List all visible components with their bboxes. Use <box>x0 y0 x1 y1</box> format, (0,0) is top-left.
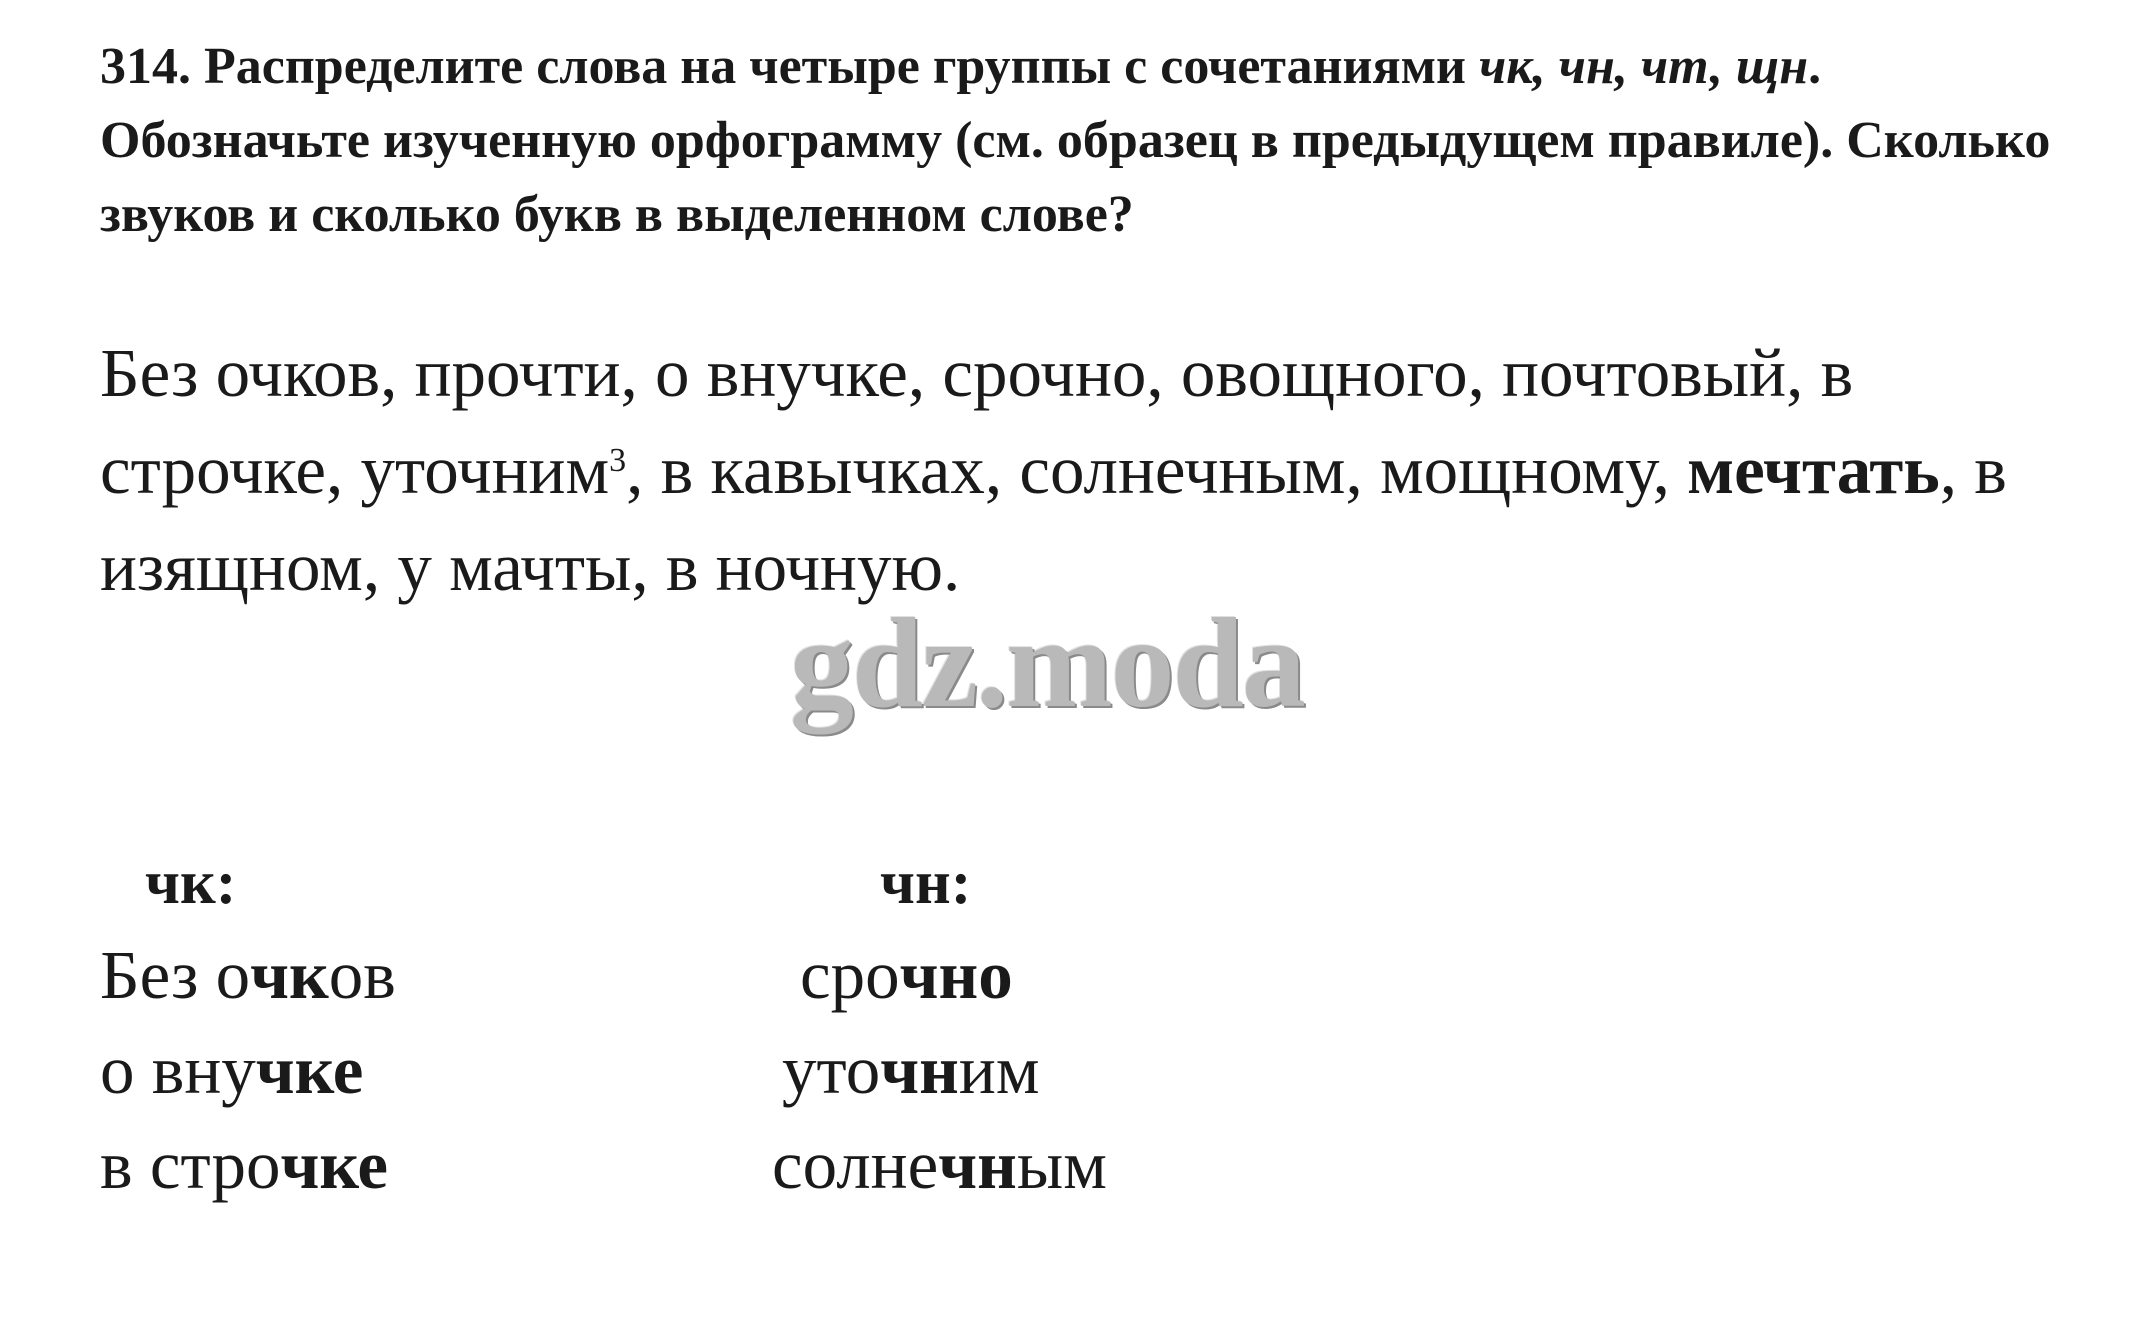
item-combo: чно <box>899 937 1013 1013</box>
item-combo: чн <box>880 1032 959 1108</box>
item-prefix: сро <box>800 937 900 1013</box>
task-combos-2: чт, щн <box>1640 38 1809 95</box>
group-chn-item <box>800 930 1013 1020</box>
item-combo: чн <box>938 1127 1017 1203</box>
item-suffix: ым <box>1016 1127 1107 1203</box>
group-header-chk: чк: <box>145 849 237 917</box>
group-header-chn: чн: <box>880 849 972 917</box>
task-combos-1: чк, чн, <box>1479 38 1628 95</box>
item-combo: чке <box>255 1032 364 1108</box>
task-text-part-2: . Обозначьте изученную орфограмму (см. образец в предыдущем правиле). Сколько звуков и сколько букв в выделенном слове? <box>100 38 2051 243</box>
group-chn-item <box>782 1025 1040 1115</box>
task-number: 314. <box>100 38 191 95</box>
item-combo: чк <box>250 937 329 1013</box>
task-text <box>100 30 2060 252</box>
item-prefix: уто <box>782 1032 881 1108</box>
task-text-part-1: Распределите слова на четыре группы с сочетаниями <box>191 38 1480 95</box>
words-part-1: Без очков, прочти, о внучке, срочно, овощного, почтовый, в строчке, уточним <box>100 335 1854 508</box>
item-prefix: в стро <box>100 1127 281 1203</box>
group-chk-item <box>100 1025 363 1115</box>
highlighted-word: мечтать <box>1687 432 1940 508</box>
watermark-logo: gdz.moda <box>790 592 1304 734</box>
group-chk-item <box>100 1120 388 1210</box>
item-prefix: о вну <box>100 1032 256 1108</box>
item-combo: чке <box>280 1127 389 1203</box>
word-list <box>100 325 2090 616</box>
footnote-mark: 3 <box>609 442 627 479</box>
group-chn-item <box>772 1120 1107 1210</box>
words-part-2: , в кавычках, солнечным, мощному, <box>626 432 1688 508</box>
words-part-3: , в изящном, у мачты, в ночную. <box>100 432 2007 605</box>
group-chk-item <box>100 930 396 1020</box>
item-suffix: им <box>958 1032 1040 1108</box>
item-suffix: ов <box>328 937 396 1013</box>
item-prefix: Без о <box>100 937 251 1013</box>
item-prefix: солне <box>772 1127 939 1203</box>
